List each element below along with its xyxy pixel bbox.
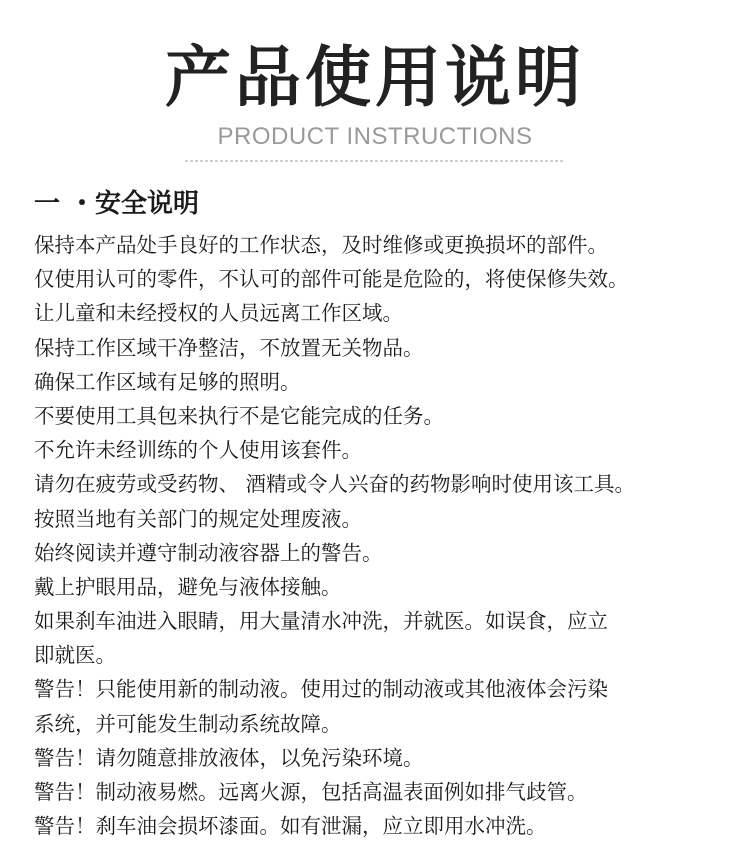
instruction-line: 不要使用工具包来执行不是它能完成的任务。: [34, 403, 444, 428]
instruction-line: 确保工作区域有足够的照明。: [34, 369, 301, 394]
section-heading-safety: 一 ・安全说明: [34, 189, 200, 219]
header-divider: [185, 160, 565, 162]
instruction-line: 即就医。: [34, 643, 116, 668]
instruction-line: 让儿童和未经授权的人员远离工作区域。: [34, 301, 403, 326]
page-title: 产品使用说明: [165, 39, 585, 116]
instruction-line: 如果刹车油进入眼睛，用大量清水冲洗，并就医。如误食，应立: [34, 609, 608, 634]
instruction-line: 保持本产品处手良好的工作状态，及时维修或更换损坏的部件。: [34, 233, 608, 257]
page-header: [0, 0, 750, 170]
instruction-line: 仅使用认可的零件，不认可的部件可能是危险的，将使保修失效。: [34, 267, 629, 292]
page-subtitle: PRODUCT INSTRUCTIONS: [217, 123, 533, 150]
instruction-line: 警告！请勿随意排放液体，以免污染环境。: [34, 745, 424, 770]
instruction-line: 始终阅读并遵守制动液容器上的警告。: [34, 540, 383, 565]
instruction-line: 警告！制动液易燃。远离火源，包括高温表面例如排气歧管。: [34, 780, 588, 804]
instruction-line: 保持工作区域干净整洁，不放置无关物品。: [34, 335, 424, 360]
instruction-line: 不允许未经训练的个人使用该套件。: [34, 438, 362, 463]
instruction-line: 请勿在疲劳或受药物、 酒精或令人兴奋的药物影响时使用该工具。: [34, 472, 636, 497]
instruction-line: 警告！刹车油会损坏漆面。如有泄漏，应立即用水冲洗。: [34, 814, 547, 839]
instruction-line: 警告！只能使用新的制动液。使用过的制动液或其他液体会污染: [34, 677, 608, 702]
instructions-body: [34, 228, 734, 843]
instruction-line: 按照当地有关部门的规定处理废液。: [34, 506, 362, 531]
instruction-line: 戴上护眼用品，避免与液体接触。: [34, 574, 342, 599]
instruction-line: 系统，并可能发生制动系统故障。: [34, 711, 342, 736]
